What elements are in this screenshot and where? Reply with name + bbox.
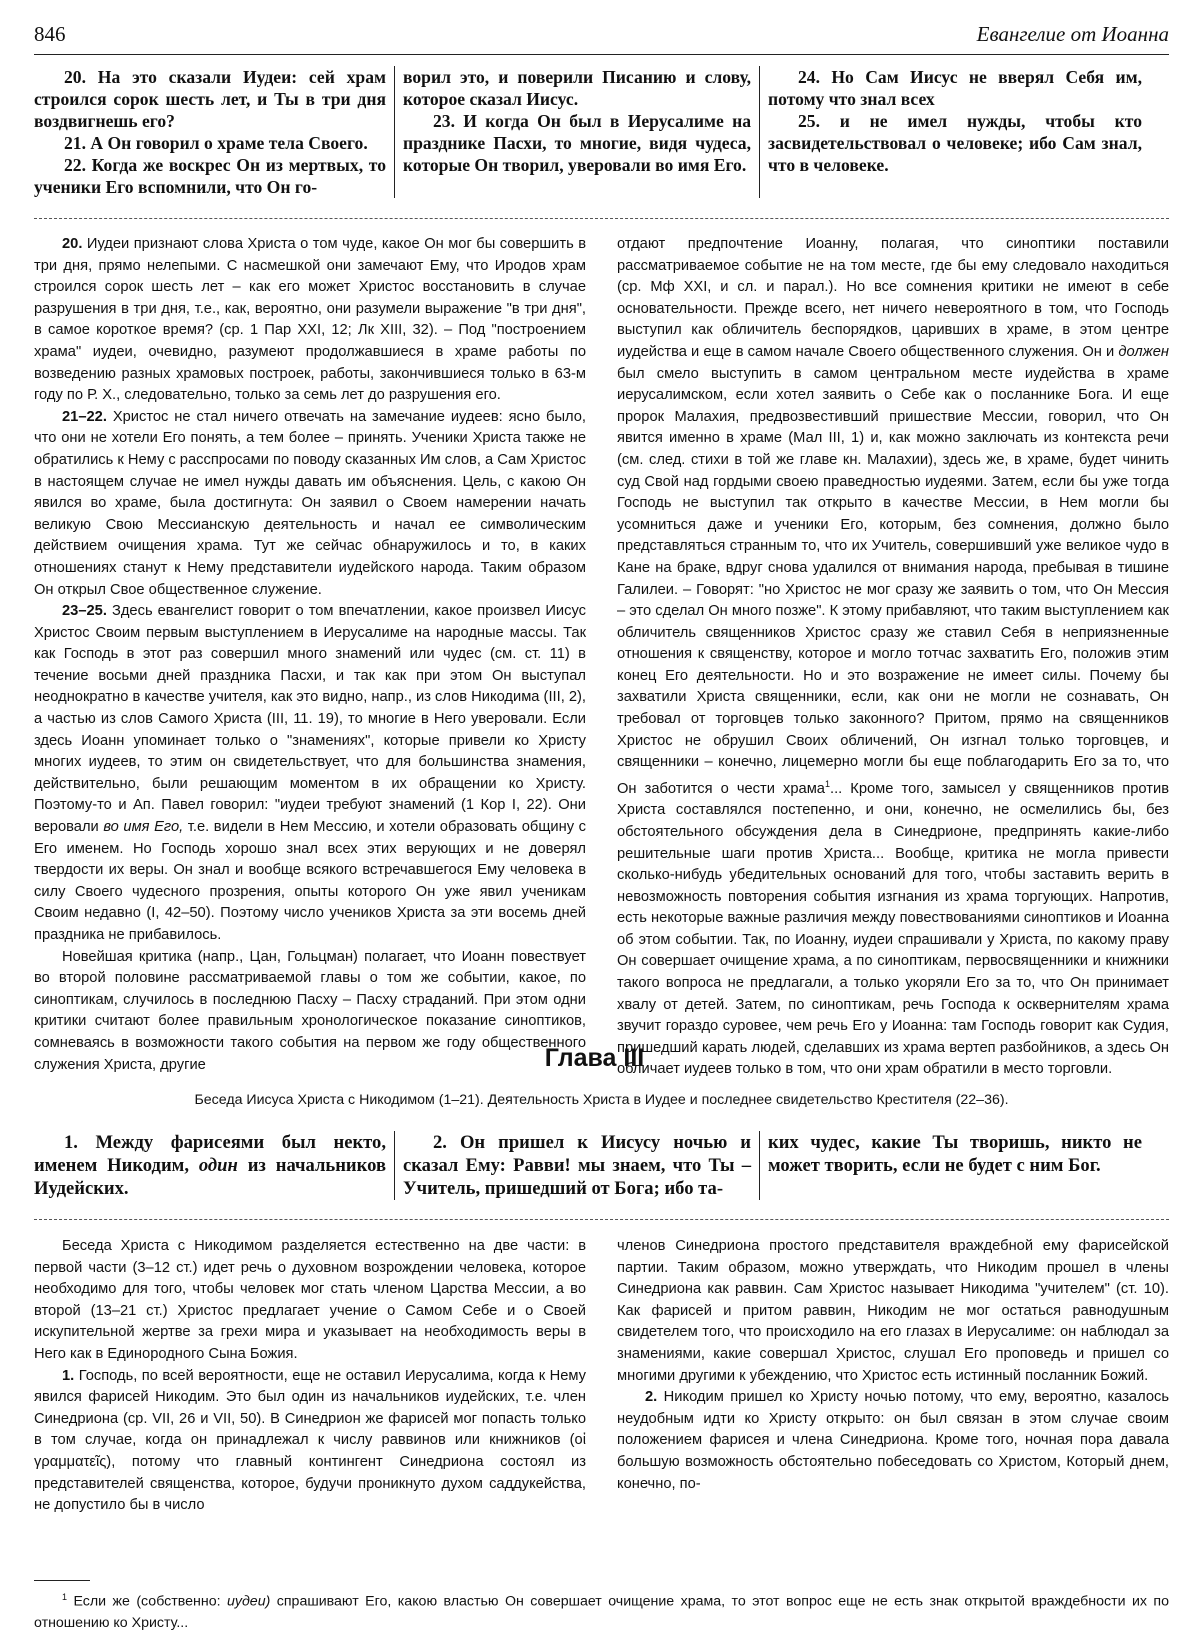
comment-criticism: Новейшая критика (напр., Цан, Гольцман) полагает, что Иоанн повествует во второй половине рассматриваемой главы о том же событии, какое, по синоптикам, случилось в последнюю Пасху – Пасху страданий. При этом одни критики считают более правильным хронологическое показание синоптиков, сомневаясь в возможности такого события на первом же году общественного служения Христа, другие (34, 948, 586, 1073)
scripture-column-3 (759, 66, 1150, 198)
comment-23-25: 23–25. Здесь евангелист говорит о том впечатлении, какое произвел Иисус Христос Своим первым выступлением в Иерусалиме на народные массы. Так как Господь в этот раз совершил много знамений или чудес (см. ст. 11) в течение восьми дней праздника Пасхи, и так как при этом Он выступал неоднократно в качестве учителя, как это видно, напр., из слов Никодима (III, 2), а частью из слов Самого Христа (III, 11. 19), то многие в Него уверовали. Если здесь Иоанн упоминает только о "знамениях", которые привели ко Христу многих иудеев, то этим он свидетельствует, что для большинства знамения, действительно, были решающим моментом в их обращении ко Христу. Поэтому-то и Ап. Павел говорил: "иудеи требуют знамений (1 Кор I, 22). Они веровали во имя Его, т.е. видели в Нем Мессию, и хотели образовать общину с Его именем. Но Господь хорошо знал всех этих верующих и не доверял твердости их веры. Он знал и вообще всякого встречавшегося Ему человека в силу Своего чудесного прозрения, опыты которого Он уже явил ученикам Своим недавно (I, 42–50). Поэтому число учеников Христа за эти восемь дней праздника не прибавилось. (34, 603, 586, 943)
verse-25: 25. и не имел нужды, чтобы кто засвидетельствовал о человеке; ибо Сам знал, что в человеке. (768, 111, 1142, 175)
verse-1: 1. Между фарисеями был некто, именем Никодим, один из начальников Иудейских. (34, 1132, 386, 1199)
verse-23: 23. И когда Он был в Иерусалиме на празднике Пасхи, то многие, видя чудеса, которые Он творил, уверовали во имя Его. (403, 111, 751, 175)
scripture-block-top (26, 66, 1166, 198)
comment-1-cont: членов Синедриона простого представителя враждебной ему фарисейской партии. Таким образом, можно утверждать, что Никодим прошел в члены Синедриона как раввин. Сам Христос называет Никодима "учителем" (ст. 10). Как фарисей и притом раввин, Никодим не мог остаться равнодушным свидетелем того, что происходило на его глазах в Иерусалиме: он наблюдал за знамениями, какие совершал Христос, слушал Его проповедь и пришел со многими другими к убеждению, что Христос есть истинный посланник Божий. (617, 1238, 1169, 1384)
separator-top (34, 218, 1169, 219)
scripture-column-1 (26, 66, 394, 198)
footnote-mark: 1 (62, 1592, 68, 1602)
comment-20: 20. Иудеи признают слова Христа о том чуде, какое Он мог бы совершить в три дня, прямо нелепыми. С насмешкой они замечают Ему, что Иродов храм строился сорок шесть лет – как его может Христос восстановить в случае разрушения в три дня, т.е., как, вероятно, они разумели выражение "в три дня", в самое короткое время? (ср. 1 Пар XXI, 12; Лк XIII, 32). – Под "построением храма" иудеи, очевидно, разумеют продолжавшиеся в храме работы по возведению разных храмовых построек, работы, закончившиеся только в 63-м году по Р. Х., следовательно, только за семь лет до разрушения его. (34, 236, 586, 404)
verse-24: 24. Но Сам Иисус не вверял Себя им, потому что знал всех (768, 67, 1142, 109)
page-header (34, 20, 1169, 55)
verse-22: 22. Когда же воскрес Он из мертвых, то ученики Его вспомнили, что Он го- (34, 155, 386, 197)
verse-21: 21. А Он говорил о храме тела Своего. (64, 133, 368, 153)
footnote-rule (34, 1580, 90, 1581)
chapter-subtitle: Беседа Иисуса Христа с Никодимом (1–21). Деятельность Христа в Иудее и последнее свидетельство Крестителя (22–36). (194, 1092, 1009, 1108)
comment-2: 2. Никодим пришел ко Христу ночью потому, что ему, вероятно, казалось неудобным идти ко Христу открыто: он был связан в этом случае своим положением фарисея и члена Синедриона. Кроме того, ночная пора давала большую возможность обстоятельно побеседовать со Христом, Который днем, конечно, по- (617, 1389, 1169, 1492)
footnote: $^1$ Если же (собственно: иудеи) спрашивают Его, какою властью Он совершает очищение храма, то этот вопрос еще не есть знак открытой враждебности их по отношению ко Христу... (34, 1592, 1170, 1631)
verse-2-cont: ких чудес, какие Ты творишь, никто не может творить, если не будет с ним Бог. (768, 1132, 1142, 1176)
scripture-column-3 (759, 1131, 1150, 1200)
commentary-top-left (34, 234, 586, 1081)
footnote-ref: 1 (824, 778, 830, 789)
chapter-title: Глава III (544, 1044, 645, 1072)
comment-1: 1. Господь, по всей вероятности, еще не оставил Иерусалима, когда к Нему явился фарисей Никодим. Это был один из начальников иудейских, т.е. член Синедриона (ср. VII, 26 и VII, 50). В Синедрион же фарисей мог попасть только в том случае, когда он принадлежал к числу раввинов или книжников (οἱ γραμματεῖς), потому что главный контингент Синедриона состоял из представителей священства, которое, будучи проникнуто духом саддукейства, не допустило бы в число (34, 1367, 586, 1514)
commentary-top-right (617, 234, 1169, 1081)
commentary-bottom-left (34, 1236, 586, 1517)
scripture-block-bottom (26, 1131, 1166, 1200)
commentary-bottom-right (617, 1236, 1169, 1517)
separator-bottom (34, 1219, 1169, 1220)
comment-21-22: 21–22. Христос не стал ничего отвечать на замечание иудеев: ясно было, что они не хотели Его понять, а тем более – принять. Ученики Христа также не обратились к Нему с расспросами по поводу сказанных Им слов, а Сам Христос в настоящем случае не имел нужды давать им объяснения. Цель, с какою Он явился во храме, была достигнута: Он заявил о Своем намерении начать великую Свою Мессианскую деятельность и начал ее символическим действием очищения храма. Тут же сейчас обнаружилось и то, в каких отношениях станут к Нему представители иудейского народа. Таким образом Он открыл Свое общественное служение. (34, 408, 586, 598)
commentary-bottom (34, 1236, 1169, 1517)
scripture-column-1 (26, 1131, 394, 1200)
commentary-top (34, 234, 1169, 1081)
comment-intro: Беседа Христа с Никодимом разделяется естественно на две части: в первой части (3–12 ст.) идет речь о духовном возрождении человека, которое необходимо для того, чтобы человек мог стать членом Царства Мессии, а во второй (13–21 ст.) Христос предлагает учение о Самом Себе и о Своей искупительной жертве за грехи мира и указывает на необходимость веры в Него как в Единородного Сына Божия. (34, 1238, 586, 1362)
running-title: Евангелие от Иоанна (976, 22, 1169, 46)
verse-20: 20. На это сказали Иудеи: сей храм строился сорок шесть лет, и Ты в три дня воздвигнешь его? (34, 67, 386, 131)
scripture-column-2 (394, 1131, 759, 1200)
verse-2: 2. Он пришел к Иисусу ночью и сказал Ему: Равви! мы знаем, что Ты – Учитель, пришедший от Бога; ибо та- (403, 1132, 751, 1199)
verse-22-cont: ворил это, и поверили Писанию и слову, которое сказал Иисус. (403, 67, 751, 109)
scripture-column-2 (394, 66, 759, 198)
comment-criticism-cont: отдают предпочтение Иоанну, полагая, что синоптики поставили рассматриваемое событие не на том месте, где бы ему следовало находиться (ср. Мф XXI, и сл. и парал.). Но все сомнения критики не имеют в себе основательности. Прежде всего, нет ничего невероятного в том, что Господь выступил как обличитель беспорядков, царивших в храме, в этом центре иудейства и еще в самом начале Своего общественного служения. Он и должен был смело выступить в самом центральном месте иудейства в храме иерусалимском, если хотел заявить о Себе как о посланнике Бога. И еще пророк Малахия, предвозвестивший пришествие Мессии, говорил, что Он явится именно в храме (Мал III, 1) и, как можно заключать из контекста речи (см. след. стихи в той же главе кн. Малахии), здесь же, в храме, будет чинить суд Свой над гордыми своею праведностью иудеями. Затем, если бы уже тогда Господь не выступил так открыто в качестве Мессии, в Нем могли бы усомниться даже и ученики Его, которым, без сомнения, должно было представляться странным то, что их Учитель, совершивший уже великое чудо в Кане на браке, вдруг снова удалился от внимания народа, пребывая в тишине Галилеи. – Говорят: "но Христос не мог сразу же заявить о том, что Он Мессия – это сделал Он много позже". К этому прибавляют, что таким выступлением как обличитель священников Христос сразу же ставил Себя в неприязненные отношения к священству, которое и могло тотчас захватить Его, положив этим конец Его деятельности. Но и это возражение не имеет силы. Почему бы захватили Христа священники, если, как они не могли не сознавать, Он требовал от торговцев только законного? Притом, прямо на священников Христос не обрушил Своих обличений, Он изгнал только торговцев, и священники – конечно, лицемерно могли бы еще поблагодарить Его за то, что Он заботится о чести храма$^1$... Кроме того, замысел у священников против Христа составлялся постепенно, и они, конечно, не осмелились бы, без обстоятельного обсуждения дела в Синедрионе, предпринять какие-либо решительные шаги против Христа... Вообще, критика не могла привести сколько-нибудь убедительных оснований для того, чтобы заставить верить в невозможность повторения события изгнания из храма торгующих. Напротив, есть некоторые важные различия между повествованиями синоптиков и Иоанна об этом событии. Так, по Иоанну, иудеи спрашивали у Христа, по какому праву Он совершает очищение храма, а по синоптикам, первосвященники и книжники такого вопроса не предлагали, а только укоряли Его за то, что Он принимает хвалу от детей. Затем, по синоптикам, речь Господа к осквернителям храма звучит гораздо суровее, чем речь Его у Иоанна: там Господь говорит как Судия, пришедший карать людей, сделавших из храма вертеп разбойников, а здесь Он обличает иудеев только в том, что они храм обратили в место торговли. (617, 236, 1169, 1078)
page-number: 846 (34, 22, 66, 46)
